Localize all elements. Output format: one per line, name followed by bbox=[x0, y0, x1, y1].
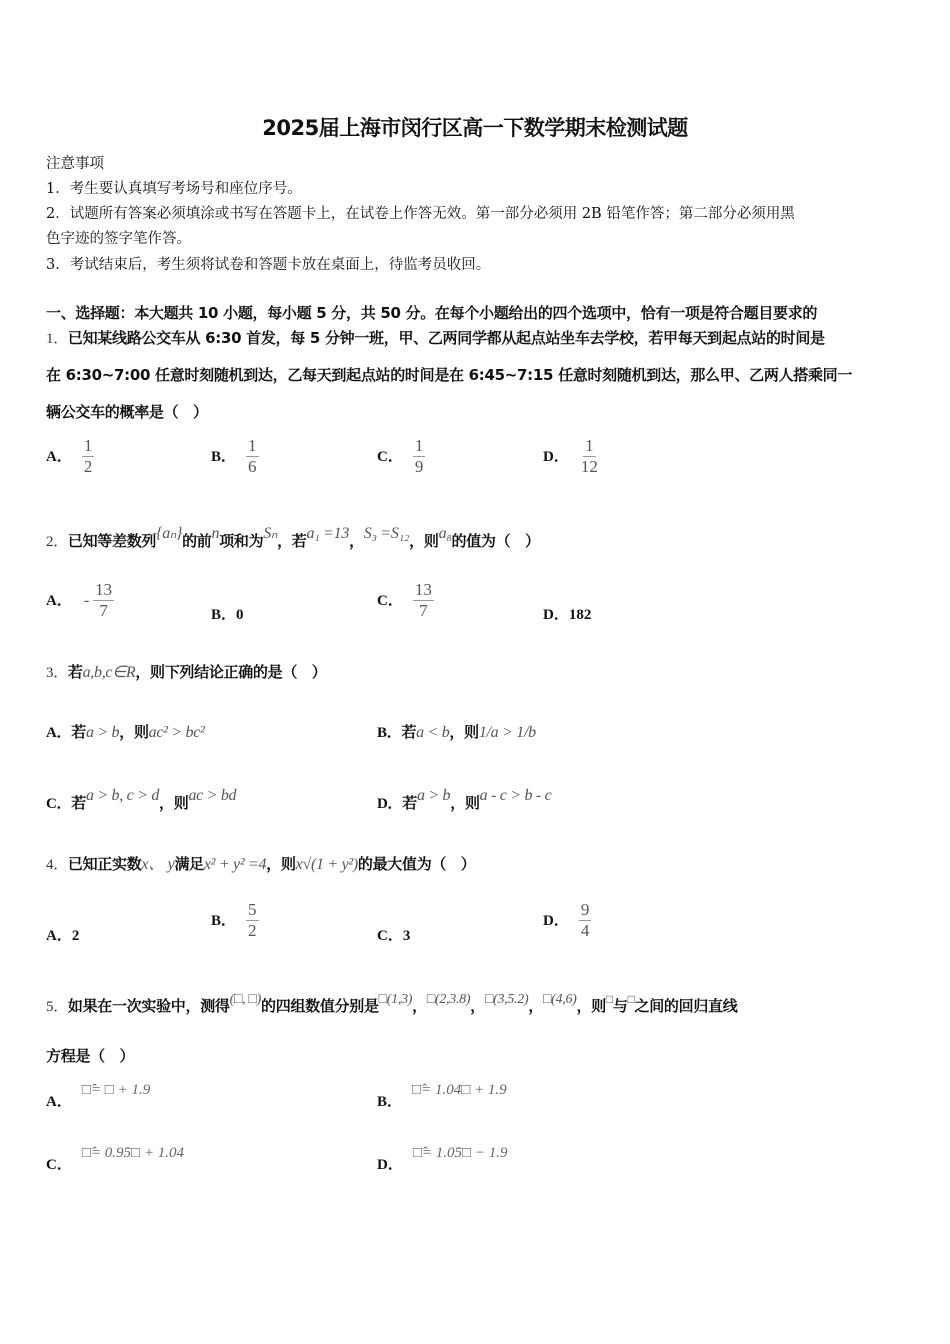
section-heading: 一、选择题：本大题共 10 小题，每小题 5 分，共 50 分。在每个小题给出的四个选项中，恰有一项是符合题目要求的 bbox=[46, 304, 818, 322]
math-yhat: □̂ bbox=[412, 1145, 422, 1161]
text: ，则 bbox=[409, 532, 439, 550]
text: 的值为（ ） bbox=[451, 532, 540, 550]
text: ，若 bbox=[277, 532, 307, 550]
option-4c[interactable] bbox=[377, 924, 410, 945]
math-result: a - c > b - c bbox=[479, 787, 552, 804]
text: 已知等差数列 bbox=[67, 532, 157, 550]
text: ， bbox=[470, 997, 485, 1015]
math-yhat: □̂ bbox=[81, 1145, 91, 1161]
text: ，则 bbox=[119, 723, 149, 741]
fraction: $\frac{9}{4}$ bbox=[580, 900, 590, 940]
question-1-line-3: 辆公交车的概率是（ ） bbox=[46, 403, 208, 421]
question-number: 5． bbox=[46, 999, 68, 1015]
math-point-2: □(2,3.8) bbox=[426, 992, 471, 1007]
option-1d[interactable] bbox=[543, 436, 600, 477]
math-abc: a,b,c∈R bbox=[82, 664, 136, 681]
option-5c[interactable] bbox=[46, 1145, 184, 1174]
option-label: C． bbox=[46, 796, 72, 812]
option-label: D． bbox=[543, 607, 569, 623]
text: ， bbox=[412, 997, 427, 1015]
text: 若 bbox=[402, 794, 417, 812]
math-point-4: □(4,6) bbox=[543, 992, 577, 1007]
text: 的前 bbox=[182, 532, 212, 550]
math-var-y: □ bbox=[605, 992, 613, 1006]
option-label: C． bbox=[46, 1157, 72, 1173]
text: ， bbox=[349, 532, 364, 550]
math-cond: a > b bbox=[416, 787, 451, 804]
math-n: n bbox=[211, 525, 220, 542]
notice-item-2-cont: 色字迹的签字笔作答。 bbox=[46, 231, 191, 247]
math-s3: S₃ =S₁₂ bbox=[363, 525, 410, 542]
question-number: 1． bbox=[46, 331, 68, 347]
option-label: B． bbox=[211, 449, 237, 465]
math-xy: x、 y bbox=[141, 856, 175, 873]
option-2c[interactable] bbox=[377, 580, 434, 621]
option-label: D． bbox=[543, 913, 569, 929]
fraction: $\frac{13}{7}$ bbox=[414, 580, 432, 620]
option-5d[interactable] bbox=[377, 1145, 508, 1174]
option-value: 2 bbox=[71, 928, 80, 944]
text: 若 bbox=[71, 723, 86, 741]
text: ，则 bbox=[449, 723, 479, 741]
option-label: B． bbox=[211, 913, 237, 929]
option-2d[interactable] bbox=[543, 603, 591, 624]
option-label: C． bbox=[377, 593, 403, 609]
notice-item-2: 2．试题所有答案必须填涂或书写在答题卡上，在试卷上作答无效。第一部分必须用 2B 铅笔作答；第二部分必须用黑 bbox=[46, 206, 795, 222]
text: 满足 bbox=[174, 855, 204, 873]
math-result: ac² > bc² bbox=[148, 724, 205, 741]
fraction: $\frac{1}{6}$ bbox=[248, 436, 257, 476]
option-1b[interactable] bbox=[211, 436, 259, 477]
math-a8: a₈ bbox=[438, 525, 452, 542]
option-5a[interactable] bbox=[46, 1082, 151, 1111]
notice-item-3: 3．考试结束后，考生须将试卷和答题卡放在桌面上，待监考员收回。 bbox=[46, 257, 491, 273]
math-pair: (□, □) bbox=[229, 992, 262, 1007]
question-number: 3． bbox=[46, 665, 68, 681]
notice-item-1: 1．考生要认真填写考场号和座位序号。 bbox=[46, 181, 302, 197]
option-5b[interactable] bbox=[377, 1082, 507, 1111]
text: ， bbox=[528, 997, 544, 1015]
math-a1: a₁ =13 bbox=[306, 525, 350, 542]
option-3c[interactable] bbox=[46, 787, 237, 813]
math-yhat: □̂ bbox=[412, 1082, 422, 1098]
fraction: $\frac{1}{2}$ bbox=[83, 436, 93, 476]
question-1-line-2: 在 6:30~7:00 任意时刻随机到达，乙每天到起点站的时间是在 6:45~7:15 任意时刻随机到达，那么甲、乙两人搭乘同一 bbox=[46, 366, 853, 384]
text: 若 bbox=[67, 663, 83, 681]
option-label: A． bbox=[46, 928, 72, 944]
option-label: A． bbox=[46, 1094, 72, 1110]
option-3b[interactable] bbox=[377, 721, 536, 742]
text: ，则 bbox=[266, 855, 296, 873]
text: 的最大值为（ ） bbox=[357, 855, 476, 873]
text: ，则下列结论正确的是（ ） bbox=[135, 663, 327, 681]
option-1c[interactable] bbox=[377, 436, 425, 477]
option-1a[interactable] bbox=[46, 436, 94, 477]
option-value: 182 bbox=[568, 607, 592, 623]
option-label: D． bbox=[377, 796, 403, 812]
text: 与 bbox=[612, 997, 628, 1015]
math-cond: a > b, c > d bbox=[85, 787, 160, 804]
option-label: C． bbox=[377, 449, 403, 465]
option-label: D． bbox=[543, 449, 569, 465]
math-sn: Sₙ bbox=[263, 525, 278, 542]
text: ，则 bbox=[450, 794, 480, 812]
option-2a[interactable] bbox=[46, 580, 114, 621]
question-text-line: 已知某线路公交车从 6:30 首发，每 5 分钟一班，甲、乙两同学都从起点站坐车去学校，若甲每天到起点站的时间是 bbox=[67, 329, 825, 347]
math-point-3: □(3,5.2) bbox=[484, 992, 529, 1007]
option-label: C． bbox=[377, 928, 403, 944]
text: 已知正实数 bbox=[67, 855, 142, 873]
option-3a[interactable] bbox=[46, 721, 205, 742]
math-constraint: x² + y² =4 bbox=[203, 856, 267, 873]
question-1 bbox=[46, 327, 825, 348]
option-label: B． bbox=[377, 725, 402, 741]
fraction: $\frac{5}{2}$ bbox=[248, 900, 257, 940]
question-5 bbox=[46, 992, 738, 1016]
math-cond: a > b bbox=[85, 724, 120, 741]
question-5-line-2: 方程是（ ） bbox=[46, 1047, 135, 1065]
fraction: $\frac{1}{12}$ bbox=[580, 436, 598, 476]
option-4b[interactable] bbox=[211, 900, 259, 941]
option-2b[interactable] bbox=[211, 603, 244, 624]
sign: - bbox=[83, 592, 90, 609]
math-result: ac > bd bbox=[188, 787, 237, 804]
text: 项和为 bbox=[219, 532, 264, 550]
math-point-1: □(1,3) bbox=[378, 992, 413, 1007]
question-4 bbox=[46, 851, 476, 874]
question-number: 4． bbox=[46, 857, 68, 873]
math-equation: = 1.04□ + 1.9 bbox=[421, 1082, 507, 1098]
math-seq: {aₙ} bbox=[156, 525, 183, 542]
option-3d[interactable] bbox=[377, 787, 552, 813]
option-value: 3 bbox=[402, 928, 411, 944]
math-equation: = □ + 1.9 bbox=[90, 1082, 151, 1098]
notice-heading: 注意事项 bbox=[46, 156, 104, 172]
math-cond: a < b bbox=[416, 724, 450, 741]
math-yhat: □̂ bbox=[81, 1082, 91, 1098]
math-expression: x√(1 + y²) bbox=[295, 856, 358, 873]
text: 若 bbox=[71, 794, 86, 812]
text: ，则 bbox=[159, 794, 189, 812]
option-label: A． bbox=[46, 449, 72, 465]
option-label: A． bbox=[46, 593, 72, 609]
question-2 bbox=[46, 525, 540, 551]
text: 若 bbox=[401, 723, 417, 741]
option-label: D． bbox=[377, 1157, 403, 1173]
text: 之间的回归直线 bbox=[634, 997, 738, 1015]
math-var-x: □ bbox=[627, 992, 635, 1006]
option-4a[interactable] bbox=[46, 924, 79, 945]
question-number: 2． bbox=[46, 534, 68, 550]
page-title: 2025届上海市闵行区高一下数学期末检测试题 bbox=[262, 116, 688, 140]
text: 的四组数值分别是 bbox=[261, 997, 379, 1015]
math-result: 1/a > 1/b bbox=[478, 724, 536, 741]
option-4d[interactable] bbox=[543, 900, 591, 941]
option-label: B． bbox=[377, 1094, 403, 1110]
option-value: 0 bbox=[236, 607, 244, 623]
fraction: $\frac{1}{9}$ bbox=[414, 436, 424, 476]
fraction: $\frac{13}{7}$ bbox=[95, 580, 113, 620]
option-label: A． bbox=[46, 725, 72, 741]
math-equation: = 1.05□ − 1.9 bbox=[421, 1145, 508, 1161]
text: 如果在一次实验中，测得 bbox=[67, 997, 230, 1015]
math-equation: = 0.95□ + 1.04 bbox=[90, 1145, 184, 1161]
text: ，则 bbox=[576, 997, 606, 1015]
option-label: B． bbox=[211, 607, 237, 623]
question-3 bbox=[46, 661, 326, 682]
